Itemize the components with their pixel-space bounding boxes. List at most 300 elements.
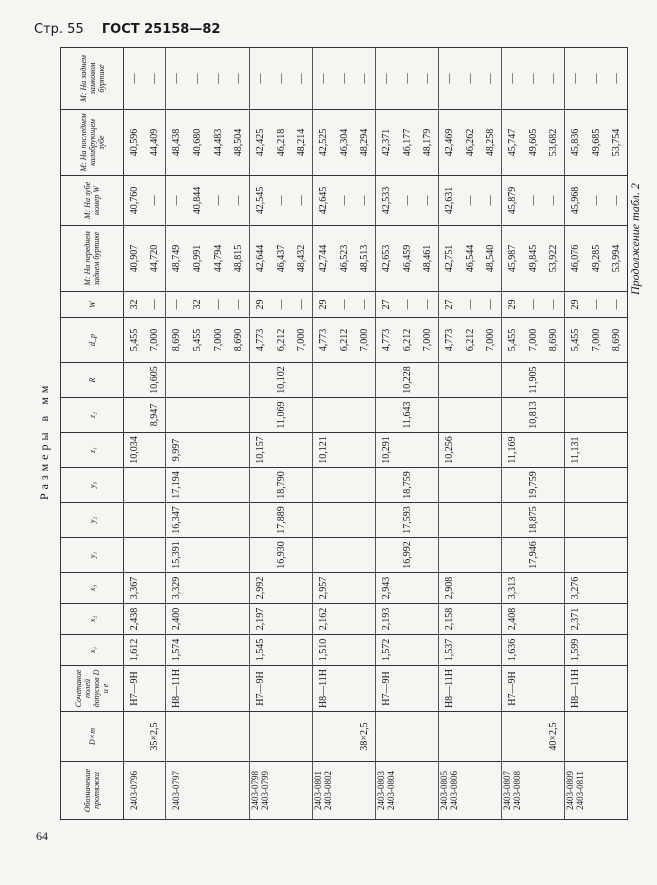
table-row (502, 48, 523, 820)
cell-y2 (208, 503, 229, 538)
cell-x1 (418, 635, 439, 666)
table-row (271, 48, 292, 820)
cell-w: — (208, 292, 229, 318)
cell-z2 (187, 398, 208, 433)
cell-dp: 4,773 (313, 318, 334, 363)
cell-m-front: 42,644 (250, 226, 271, 292)
cell-m-last: 46,304 (334, 110, 355, 176)
cell-dm (313, 712, 334, 762)
cell-z2 (607, 398, 628, 433)
cell-m-tooth: — (607, 176, 628, 226)
cell-z2 (544, 398, 565, 433)
table-row (418, 48, 439, 820)
col-m-rear: M: На заднем замковом буртике (61, 48, 124, 110)
cell-z1 (544, 433, 565, 468)
cell-m-tooth: — (586, 176, 607, 226)
cell-m-last: 48,258 (481, 110, 502, 176)
cell-y1 (460, 538, 481, 573)
cell-designation (523, 762, 544, 820)
cell-designation (313, 762, 334, 820)
designation-code: 2403-0805 (439, 771, 450, 810)
cell-w: 32 (124, 292, 145, 318)
designation-code: 2403-0798 (250, 771, 261, 810)
cell-z1 (355, 433, 376, 468)
cell-y3: 18,759 (397, 468, 418, 503)
cell-m-tooth: 42,533 (376, 176, 397, 226)
cell-dp: 5,455 (502, 318, 523, 363)
cell-y1 (145, 538, 166, 573)
cell-w: — (397, 292, 418, 318)
cell-x1 (607, 635, 628, 666)
cell-w: — (292, 292, 313, 318)
table-header-row (61, 48, 124, 820)
cell-designation (271, 762, 292, 820)
cell-y2 (565, 503, 586, 538)
cell-x2 (229, 604, 250, 635)
cell-dm: 40×2,5 (544, 712, 565, 762)
cell-dm (481, 712, 502, 762)
cell-w: — (145, 292, 166, 318)
cell-dp: 5,455 (124, 318, 145, 363)
cell-y2 (607, 503, 628, 538)
cell-dp: 5,455 (187, 318, 208, 363)
cell-r (565, 363, 586, 398)
cell-m-tooth: — (544, 176, 565, 226)
cell-m-front: 46,459 (397, 226, 418, 292)
cell-designation (166, 762, 187, 820)
cell-y1 (376, 538, 397, 573)
cell-tolerance (271, 666, 292, 712)
col-x2: x₂ (61, 604, 124, 635)
cell-y3 (586, 468, 607, 503)
cell-dm (376, 712, 397, 762)
cell-z1: 11,169 (502, 433, 523, 468)
cell-r (418, 363, 439, 398)
cell-r (460, 363, 481, 398)
col-m-front: M: На переднем заднем буртике (61, 226, 124, 292)
col-z1: z₁ (61, 433, 124, 468)
cell-dp: 6,212 (334, 318, 355, 363)
cell-m-rear: — (418, 48, 439, 110)
cell-tolerance (187, 666, 208, 712)
cell-tolerance (145, 666, 166, 712)
table-row (397, 48, 418, 820)
table-row (229, 48, 250, 820)
col-m-last: M: На последнем калибрующем зубе (61, 110, 124, 176)
cell-z1 (187, 433, 208, 468)
cell-designation (586, 762, 607, 820)
cell-z1: 9,997 (166, 433, 187, 468)
col-y3: y₃ (61, 468, 124, 503)
cell-z2 (250, 398, 271, 433)
cell-designation (376, 762, 397, 820)
cell-designation (607, 762, 628, 820)
cell-y1: 16,930 (271, 538, 292, 573)
cell-z1 (586, 433, 607, 468)
cell-m-rear: — (313, 48, 334, 110)
cell-tolerance (586, 666, 607, 712)
cell-m-last: 46,177 (397, 110, 418, 176)
cell-x1 (355, 635, 376, 666)
cell-w: — (460, 292, 481, 318)
cell-w: — (229, 292, 250, 318)
cell-designation (544, 762, 565, 820)
cell-x2: 2,438 (124, 604, 145, 635)
designation-code: 2403-0807 (502, 771, 513, 810)
cell-y3: 19,759 (523, 468, 544, 503)
cell-y3 (607, 468, 628, 503)
cell-y3 (292, 468, 313, 503)
cell-m-rear: — (523, 48, 544, 110)
cell-m-front: 48,461 (418, 226, 439, 292)
col-dp: d_p (61, 318, 124, 363)
cell-y3 (208, 468, 229, 503)
continuation-label: Продолжение табл. 2 (628, 183, 642, 295)
cell-z2 (166, 398, 187, 433)
table-row (460, 48, 481, 820)
cell-r (355, 363, 376, 398)
cell-dp: 6,212 (460, 318, 481, 363)
cell-m-rear: — (334, 48, 355, 110)
cell-m-front: 42,653 (376, 226, 397, 292)
cell-m-last: 40,680 (187, 110, 208, 176)
col-y1: y₁ (61, 538, 124, 573)
cell-y2 (334, 503, 355, 538)
table-row (292, 48, 313, 820)
page-number: 64 (36, 829, 48, 843)
cell-y1 (544, 538, 565, 573)
cell-m-rear: — (481, 48, 502, 110)
cell-tolerance (208, 666, 229, 712)
cell-x2: 2,371 (565, 604, 586, 635)
cell-m-last: 40,596 (124, 110, 145, 176)
cell-tolerance: H7—9H (502, 666, 523, 712)
cell-dp: 4,773 (250, 318, 271, 363)
cell-y2 (376, 503, 397, 538)
cell-m-tooth: — (271, 176, 292, 226)
cell-y3 (355, 468, 376, 503)
cell-dp: 4,773 (439, 318, 460, 363)
cell-w: 29 (313, 292, 334, 318)
cell-tolerance: H7—9H (250, 666, 271, 712)
cell-r (313, 363, 334, 398)
cell-dp: 7,000 (355, 318, 376, 363)
cell-z2 (586, 398, 607, 433)
cell-x3 (229, 573, 250, 604)
cell-x1 (523, 635, 544, 666)
table-row (124, 48, 145, 820)
cell-dm (523, 712, 544, 762)
cell-x2 (145, 604, 166, 635)
cell-m-tooth: — (523, 176, 544, 226)
cell-designation (418, 762, 439, 820)
cell-m-last: 44,483 (208, 110, 229, 176)
cell-m-tooth: — (481, 176, 502, 226)
cell-z1 (229, 433, 250, 468)
cell-x3 (586, 573, 607, 604)
cell-m-front: 48,749 (166, 226, 187, 292)
cell-y3 (439, 468, 460, 503)
cell-y2 (460, 503, 481, 538)
cell-dm (166, 712, 187, 762)
cell-x1 (481, 635, 502, 666)
cell-w: — (523, 292, 544, 318)
cell-y3: 18,790 (271, 468, 292, 503)
col-w: W (61, 292, 124, 318)
cell-w: 29 (565, 292, 586, 318)
cell-z2 (208, 398, 229, 433)
cell-m-last: 48,179 (418, 110, 439, 176)
cell-x1: 1,612 (124, 635, 145, 666)
cell-y2 (502, 503, 523, 538)
designation-code: 2403-0804 (386, 771, 397, 810)
cell-designation (355, 762, 376, 820)
cell-y2 (124, 503, 145, 538)
cell-r (334, 363, 355, 398)
cell-m-tooth: — (418, 176, 439, 226)
cell-m-rear: — (292, 48, 313, 110)
cell-y3 (565, 468, 586, 503)
designation-code: 2403-0809 (565, 771, 576, 810)
cell-x3 (523, 573, 544, 604)
cell-z2 (124, 398, 145, 433)
cell-z1 (418, 433, 439, 468)
cell-w: — (586, 292, 607, 318)
cell-r (586, 363, 607, 398)
cell-m-tooth: 42,631 (439, 176, 460, 226)
cell-x3 (607, 573, 628, 604)
cell-designation (145, 762, 166, 820)
cell-designation (229, 762, 250, 820)
cell-z2 (502, 398, 523, 433)
cell-y3 (376, 468, 397, 503)
cell-z1: 10,034 (124, 433, 145, 468)
cell-z1 (607, 433, 628, 468)
cell-x2: 2,193 (376, 604, 397, 635)
cell-dp: 8,690 (607, 318, 628, 363)
cell-m-last: 42,371 (376, 110, 397, 176)
cell-m-rear: — (166, 48, 187, 110)
cell-z2: 8,947 (145, 398, 166, 433)
cell-x2 (271, 604, 292, 635)
cell-x2 (544, 604, 565, 635)
standard-number: ГОСТ 25158—82 (101, 22, 221, 37)
cell-dp: 8,690 (544, 318, 565, 363)
cell-x3: 2,908 (439, 573, 460, 604)
broach-dimensions-table (60, 47, 628, 820)
cell-w: — (481, 292, 502, 318)
cell-m-rear: — (271, 48, 292, 110)
cell-y1 (334, 538, 355, 573)
table-row (145, 48, 166, 820)
cell-y2 (145, 503, 166, 538)
cell-y3 (544, 468, 565, 503)
cell-tolerance (523, 666, 544, 712)
cell-z2 (355, 398, 376, 433)
cell-dm (292, 712, 313, 762)
cell-tolerance (355, 666, 376, 712)
cell-dm (271, 712, 292, 762)
designation-code: 2403-0799 (260, 771, 271, 810)
cell-m-tooth: 45,879 (502, 176, 523, 226)
dimensions-title: Размеры в мм (37, 381, 51, 500)
cell-r (187, 363, 208, 398)
cell-m-tooth: — (334, 176, 355, 226)
cell-m-front: 40,991 (187, 226, 208, 292)
cell-r (124, 363, 145, 398)
cell-y3 (187, 468, 208, 503)
cell-z1 (460, 433, 481, 468)
table-row (166, 48, 187, 820)
table-row (250, 48, 271, 820)
cell-r (376, 363, 397, 398)
cell-designation (250, 762, 271, 820)
cell-designation (481, 762, 502, 820)
page-label: Стр. 55 (34, 22, 84, 37)
table-row (376, 48, 397, 820)
cell-dp: 7,000 (145, 318, 166, 363)
cell-y2 (229, 503, 250, 538)
cell-x2 (523, 604, 544, 635)
cell-designation (124, 762, 145, 820)
cell-m-tooth: — (292, 176, 313, 226)
col-m-tooth: M: На зубе номер W (61, 176, 124, 226)
cell-dm: 35×2,5 (145, 712, 166, 762)
cell-tolerance: H8—11H (313, 666, 334, 712)
cell-z2 (313, 398, 334, 433)
cell-tolerance: H8—11H (565, 666, 586, 712)
cell-dm (565, 712, 586, 762)
cell-tolerance (418, 666, 439, 712)
cell-y2: 16,347 (166, 503, 187, 538)
cell-dm (607, 712, 628, 762)
cell-m-front: 53,922 (544, 226, 565, 292)
cell-y3 (313, 468, 334, 503)
cell-m-last: 48,214 (292, 110, 313, 176)
cell-x3: 2,943 (376, 573, 397, 604)
cell-y2 (313, 503, 334, 538)
cell-designation (208, 762, 229, 820)
cell-dp: 7,000 (418, 318, 439, 363)
cell-y1 (418, 538, 439, 573)
cell-m-front: 48,540 (481, 226, 502, 292)
cell-y3 (229, 468, 250, 503)
cell-dp: 4,773 (376, 318, 397, 363)
cell-m-last: 48,294 (355, 110, 376, 176)
cell-m-front: 53,994 (607, 226, 628, 292)
cell-m-last: 48,438 (166, 110, 187, 176)
cell-y1 (481, 538, 502, 573)
cell-z2 (229, 398, 250, 433)
cell-w: — (607, 292, 628, 318)
cell-dm (460, 712, 481, 762)
table-row (313, 48, 334, 820)
cell-dp: 7,000 (208, 318, 229, 363)
cell-m-rear: — (502, 48, 523, 110)
table-row (334, 48, 355, 820)
cell-x3 (460, 573, 481, 604)
cell-y2 (481, 503, 502, 538)
cell-dm (229, 712, 250, 762)
cell-x3 (187, 573, 208, 604)
cell-y1 (124, 538, 145, 573)
designation-code: 2403-0802 (323, 771, 334, 810)
cell-r (544, 363, 565, 398)
cell-w: 27 (376, 292, 397, 318)
cell-w: 32 (187, 292, 208, 318)
cell-w: 29 (502, 292, 523, 318)
cell-z2 (481, 398, 502, 433)
cell-x2: 2,162 (313, 604, 334, 635)
table-row (208, 48, 229, 820)
cell-dp: 7,000 (292, 318, 313, 363)
cell-x3: 2,992 (250, 573, 271, 604)
cell-designation (439, 762, 460, 820)
cell-x2 (460, 604, 481, 635)
cell-r: 10,228 (397, 363, 418, 398)
cell-x3 (355, 573, 376, 604)
cell-m-rear: — (397, 48, 418, 110)
cell-x3 (334, 573, 355, 604)
cell-m-tooth: — (208, 176, 229, 226)
cell-m-tooth: — (229, 176, 250, 226)
cell-m-tooth: — (145, 176, 166, 226)
table-row (607, 48, 628, 820)
cell-x2: 2,408 (502, 604, 523, 635)
cell-y2 (187, 503, 208, 538)
cell-z1 (523, 433, 544, 468)
cell-m-tooth: 40,844 (187, 176, 208, 226)
cell-x1: 1,572 (376, 635, 397, 666)
cell-z2: 11,643 (397, 398, 418, 433)
cell-dp: 7,000 (586, 318, 607, 363)
cell-m-front: 45,987 (502, 226, 523, 292)
cell-x1 (334, 635, 355, 666)
table-row (586, 48, 607, 820)
cell-tolerance (334, 666, 355, 712)
cell-x2 (208, 604, 229, 635)
cell-z2 (376, 398, 397, 433)
cell-tolerance (397, 666, 418, 712)
table-row (523, 48, 544, 820)
col-r: R (61, 363, 124, 398)
cell-z2: 11,069 (271, 398, 292, 433)
cell-dp: 5,455 (565, 318, 586, 363)
col-designation: Обозначение протяжки (61, 762, 124, 820)
cell-z2 (439, 398, 460, 433)
cell-designation (187, 762, 208, 820)
cell-x3 (292, 573, 313, 604)
cell-z1: 10,157 (250, 433, 271, 468)
cell-r: 10,102 (271, 363, 292, 398)
table-row (481, 48, 502, 820)
cell-dp: 6,212 (271, 318, 292, 363)
cell-y2 (544, 503, 565, 538)
cell-y1 (607, 538, 628, 573)
cell-z2 (460, 398, 481, 433)
cell-r (250, 363, 271, 398)
cell-x2: 2,400 (166, 604, 187, 635)
cell-dm (418, 712, 439, 762)
cell-y2 (250, 503, 271, 538)
cell-x3: 2,957 (313, 573, 334, 604)
cell-x1: 1,574 (166, 635, 187, 666)
cell-x2 (481, 604, 502, 635)
cell-r (502, 363, 523, 398)
cell-y2 (292, 503, 313, 538)
designation-code: 2403-0808 (512, 771, 523, 810)
cell-x1: 1,545 (250, 635, 271, 666)
